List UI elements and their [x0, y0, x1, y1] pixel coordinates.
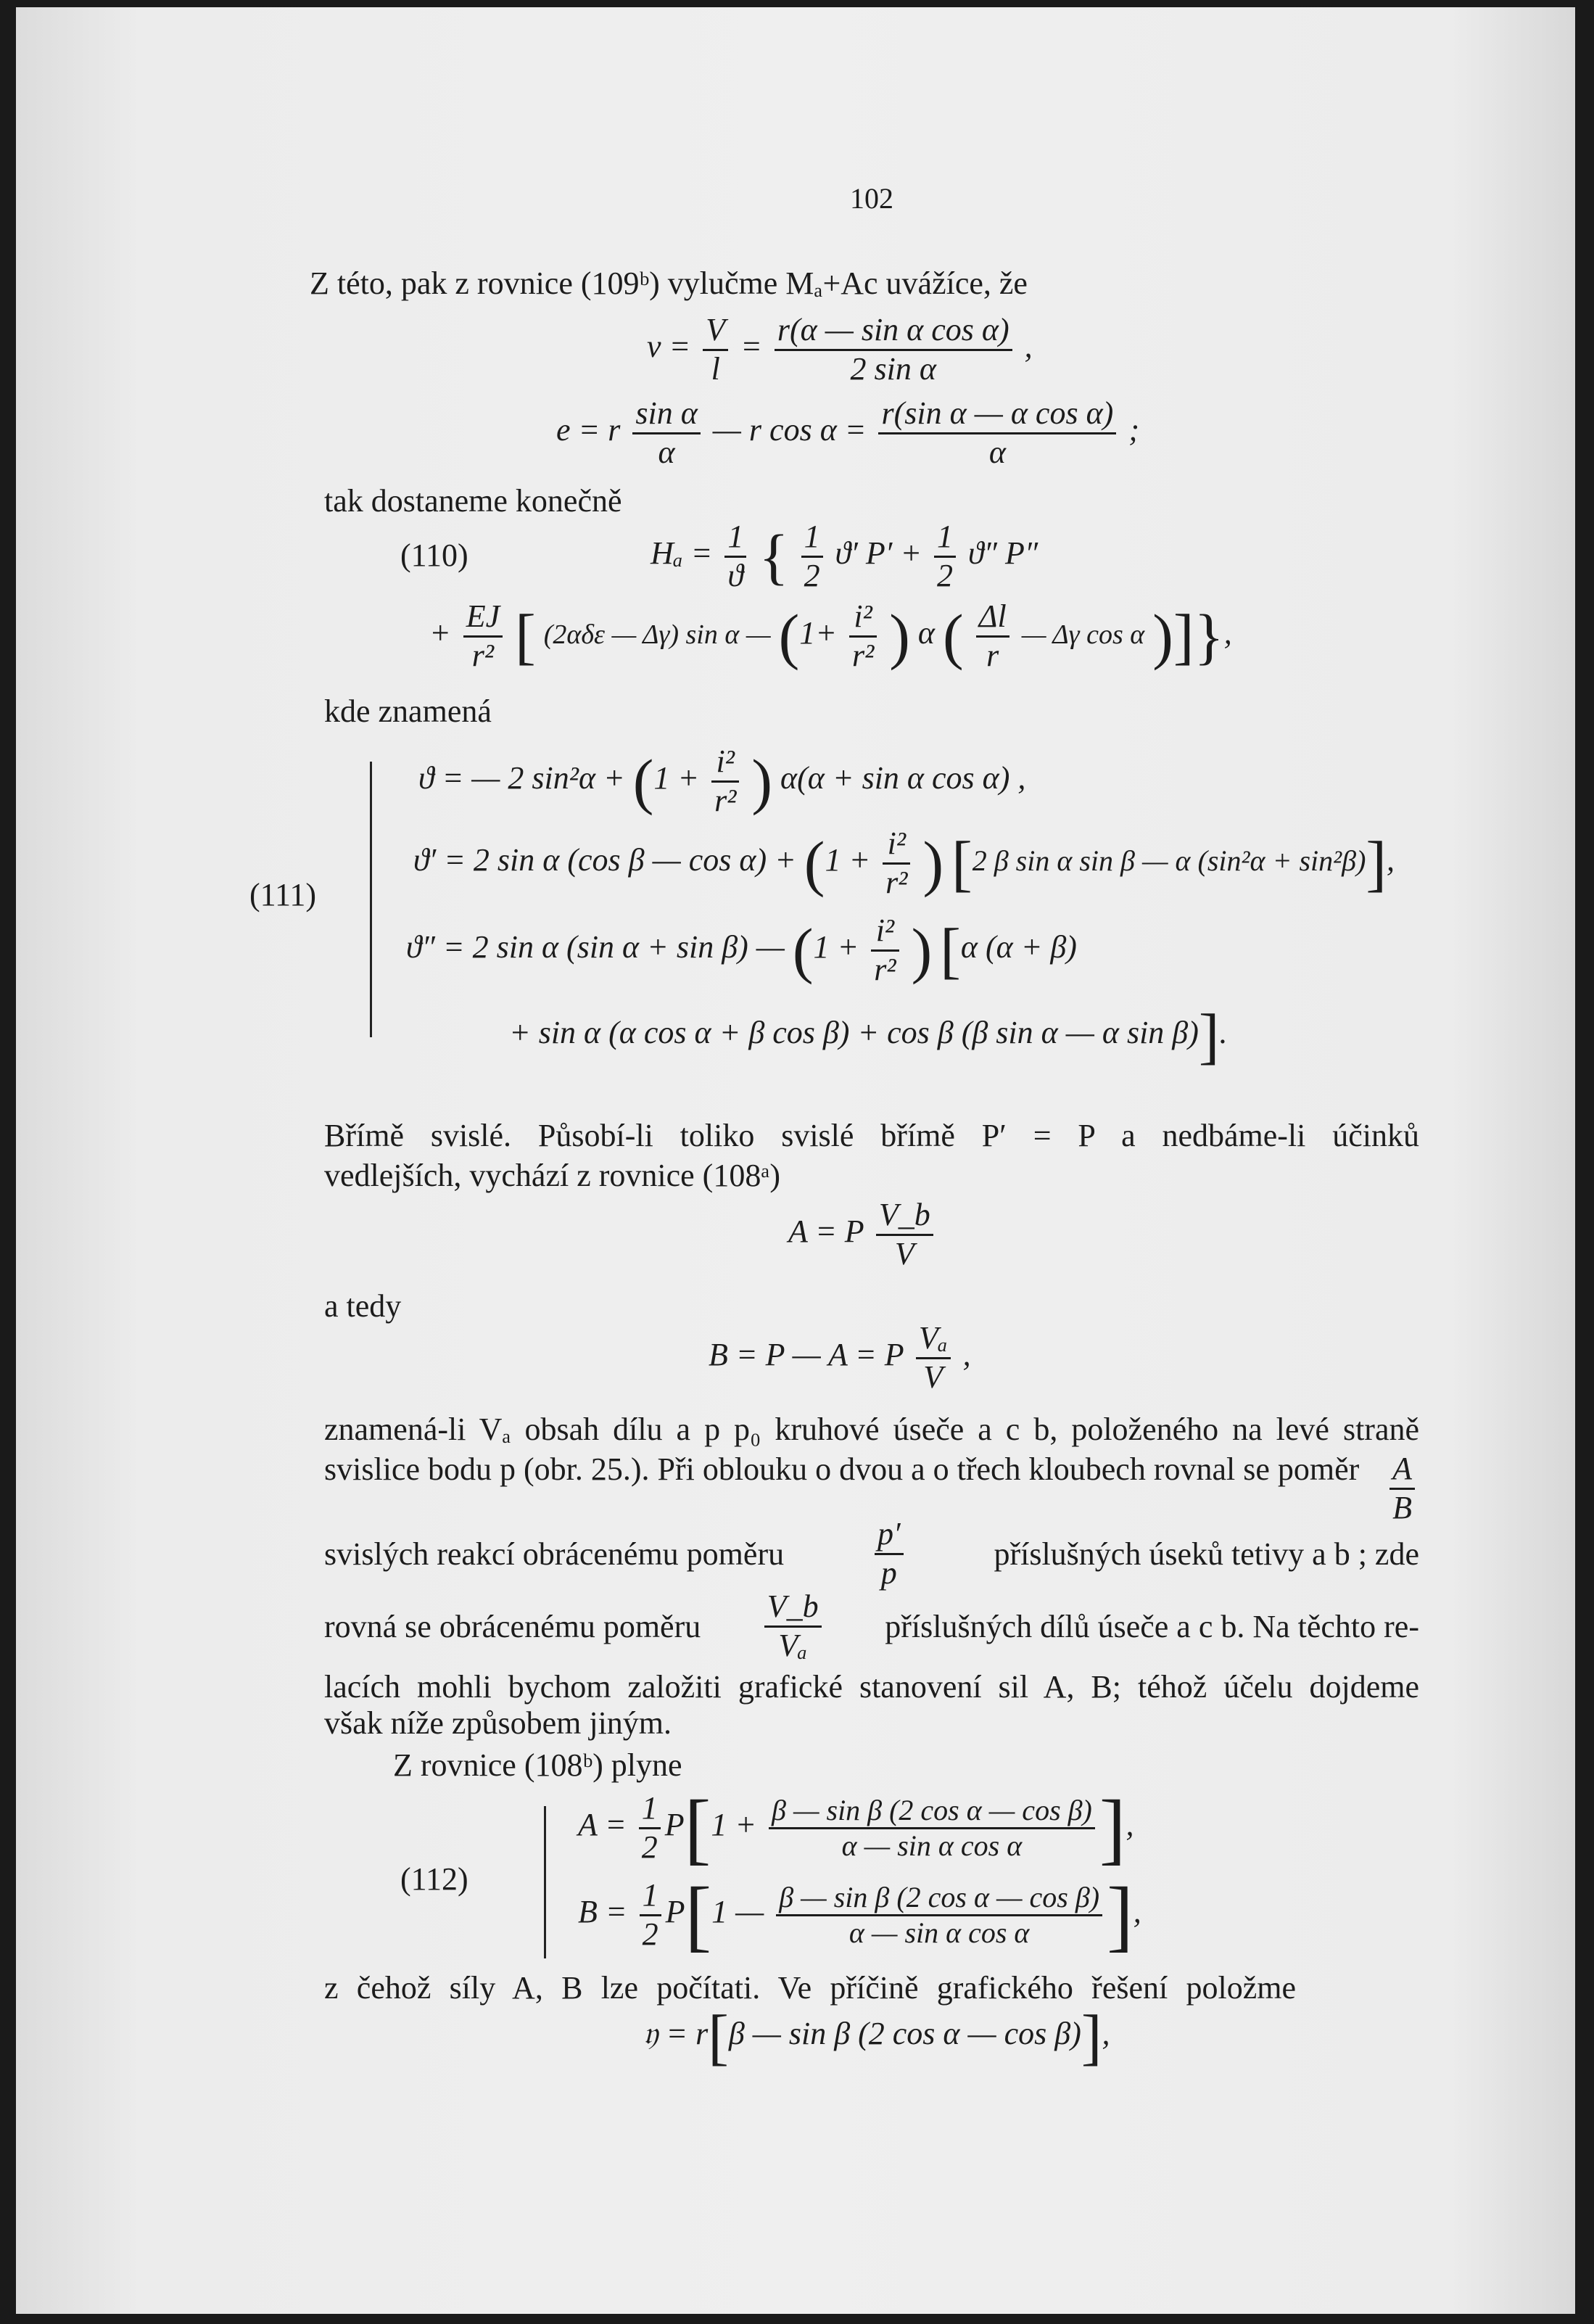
fraction: $\frac{EJ}{\text{r²}}$ [463, 598, 503, 674]
text-line: Z rovnice (108ᵇ) plyne [393, 1747, 682, 1783]
equation-y: 𝔶 = r[β — sin β (2 cos α — cos β)], [643, 2002, 1110, 2072]
fraction: $\frac{\text{i²}}{\text{r²}}$ [883, 825, 910, 901]
equation-v: v = $\frac{V}{l}$ = $\frac{\text{r(α — sin α cos α)}}{\text{2 sin α}}$ , [647, 312, 1033, 387]
fraction: $\frac{1}{2}$ [934, 519, 956, 594]
fraction: $\frac{\text{β — sin β (2 cos α — cos β)}}{\text{α — sin α cos α}}$ [776, 1881, 1102, 1950]
equation-110: Hₐ = $\frac{1}{ϑ}$ { $\frac{1}{2}$ ϑ′ P′ + $\frac{1}{2}$ ϑ″ P″ [651, 519, 1038, 593]
equation-111-line3: ϑ″ = 2 sin α (sin α + sin β) — (1 + $\frac{\text{i²}}{\text{r²}}$ ) [α (α + β) [406, 912, 1077, 987]
equation-B: B = P — A = P $\frac{\text{Vₐ}}{V}$ , [709, 1320, 971, 1395]
fraction: $\frac{\text{i²}}{\text{r²}}$ [871, 912, 899, 988]
fraction: $\frac{1}{2}$ [639, 1790, 661, 1866]
equation-label: (112) [400, 1861, 468, 1897]
fraction: $\frac{1}{2}$ [640, 1877, 661, 1953]
paragraph-line: však níže způsobem jiným. [324, 1705, 672, 1741]
equation-111-line1: ϑ = — 2 sin²α + (1 + $\frac{\text{i²}}{\text{r²}}$ ) α(α + sin α cos α) , [418, 743, 1026, 818]
equation-A: A = P $\frac{V\_b}{V}$ [788, 1197, 938, 1272]
fraction: A B [1389, 1451, 1415, 1526]
equation-label: (110) [400, 537, 468, 573]
fraction: $\frac{\text{i²}}{\text{r²}}$ [849, 598, 877, 674]
equation-112-A: A = $\frac{1}{2}$ P[1 + $\frac{\text{β — sin β (2 cos α — cos β)}}{\text{α — sin α cos α}}$ ], [578, 1784, 1134, 1872]
intro-line: Z této, pak z rovnice (109ᵇ) vylučme Mₐ+Ac uvážíce, že [310, 265, 1028, 301]
fraction: p′ p [875, 1516, 904, 1591]
fraction: $\frac{V\_b}{V}$ [876, 1197, 933, 1272]
eq-v-lhs: v = [647, 329, 691, 365]
fraction: $\frac{\text{sin α}}{\alpha}$ [632, 395, 700, 471]
paragraph-line: Břímě svislé. Působí-li toliko svislé břímě P′ = P a nedbáme-li účinků [324, 1118, 1419, 1153]
fraction: V_b Vₐ [764, 1589, 822, 1664]
fraction: $\frac{\Delta l}{r}$ [976, 598, 1009, 674]
system-bracket [544, 1806, 556, 1958]
text-line: a tedy [324, 1288, 402, 1324]
fraction: $\frac{\text{r(sin α — α cos α)}}{\alpha}$ [878, 395, 1116, 471]
page-number: 102 [850, 182, 893, 215]
fraction: $\frac{\text{i²}}{\text{r²}}$ [711, 743, 739, 819]
paragraph-line: z čehož síly A, B lze počítati. Ve příčině grafického řešení položme [324, 1970, 1296, 2006]
fraction: $\frac{\text{Vₐ}}{V}$ [916, 1320, 951, 1396]
text-line: tak dostaneme konečně [324, 483, 622, 519]
fraction: $\frac{1}{2}$ [801, 519, 823, 594]
equation-e: e = r $\frac{\text{sin α}}{\alpha}$ — r cos α = $\frac{\text{r(sin α — α cos α)}}{\alpha}$ ; [556, 395, 1139, 470]
paragraph-line: znamená-li Vₐ obsah dílu a p p₀ kruhové úseče a c b, položeného na levé straně [324, 1412, 1419, 1447]
paragraph-line: lacích mohli bychom založiti grafické stanovení sil A, B; téhož účelu dojdeme [324, 1669, 1419, 1705]
fraction: $\frac{\text{β — sin β (2 cos α — cos β)}}{\text{α — sin α cos α}}$ [769, 1794, 1095, 1863]
equation-111-line2: ϑ′ = 2 sin α (cos β — cos α) + (1 + $\frac{\text{i²}}{\text{r²}}$ ) [2 β sin α sin β — α (sin²α + sin²β)], [413, 825, 1395, 900]
equation-110-continued: + $\frac{EJ}{\text{r²}}$ [ (2αδε — Δγ) sin α — (1+ $\frac{\text{i²}}{\text{r²}}$ ) α ( $\frac{\Delta l}{r}$ — Δγ cos α )]}, [429, 598, 1232, 673]
scanned-page [16, 7, 1575, 2314]
paragraph-line: vedlejších, vychází z rovnice (108ᵃ) [324, 1158, 780, 1193]
paragraph-line-with-fraction: svislice bodu p (obr. 25.). Při oblouku o dvou a o třech kloubech rovnal se poměr A B [324, 1451, 1419, 1526]
paragraph-line-with-fraction: svislých reakcí obrácenému poměru p′ p příslušných úseků tetivy a b ; zde [324, 1516, 1419, 1591]
fraction: $\frac{1}{ϑ}$ [724, 519, 746, 594]
system-bracket [370, 762, 382, 1037]
equation-111-line4: + sin α (α cos α + β cos β) + cos β (β sin α — α sin β)]. [509, 1001, 1228, 1071]
text-line: kde znamená [324, 693, 492, 729]
equation-label: (111) [249, 877, 317, 912]
fraction: $\frac{V}{l}$ [703, 312, 728, 387]
fraction: $\frac{\text{r(α — sin α cos α)}}{\text{2 sin α}}$ [775, 312, 1012, 387]
paragraph-line-with-fraction: rovná se obrácenému poměru V_b Vₐ příslušných dílů úseče a c b. Na těchto re- [324, 1589, 1419, 1663]
equation-112-B: B = $\frac{1}{2}$ P[1 — $\frac{\text{β — sin β (2 cos α — cos β)}}{\text{α — sin α cos α}}$ ], [578, 1871, 1141, 1959]
